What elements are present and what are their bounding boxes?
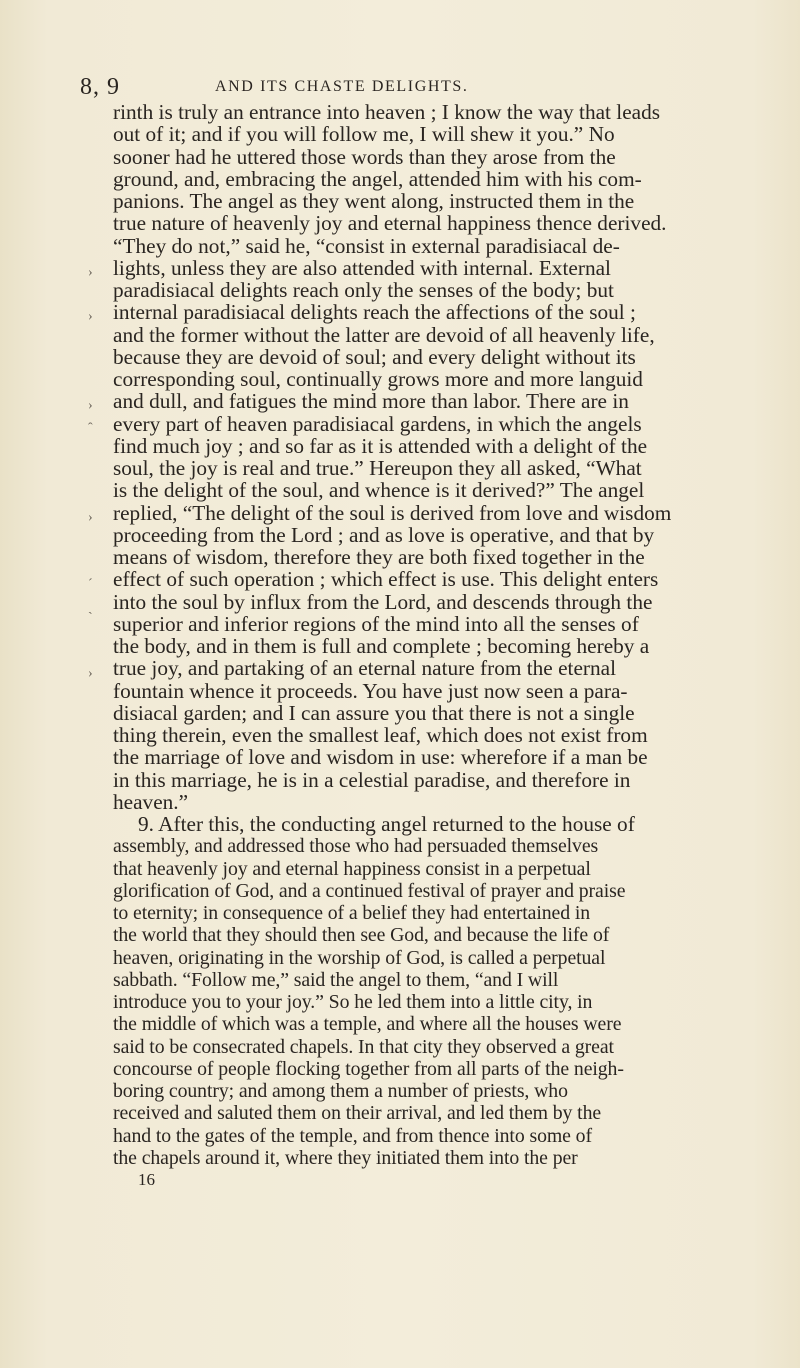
text-line: in this marriage, he is in a celestial paradise, and therefore in <box>113 767 631 792</box>
text-line: the world that they should then see God, and because the life of <box>113 924 610 947</box>
text-line: true nature of heavenly joy and eternal happiness thence derived. <box>113 211 667 236</box>
text-line: introduce you to your joy.” So he led them into a little city, in <box>113 991 593 1013</box>
text-line: that heavenly joy and eternal happiness consist in a perpetual <box>113 857 591 880</box>
margin-mark: › <box>88 265 93 280</box>
text-line: hand to the gates of the temple, and from thence into some of <box>113 1124 592 1147</box>
margin-mark: › <box>88 309 93 324</box>
text-line: soul, the joy is real and true.” Hereupon they all asked, “What <box>113 456 642 480</box>
text-line: said to be consecrated chapels. In that city they observed a great <box>113 1035 614 1058</box>
text-line: the chapels around it, where they initiated them into the per <box>113 1146 578 1169</box>
text-line: rinth is truly an entrance into heaven ; I know the way that leads <box>113 100 661 124</box>
text-line: internal paradisiacal delights reach the affections of the soul ; <box>113 300 636 325</box>
margin-mark: › <box>88 666 93 681</box>
text-line: “They do not,” said he, “consist in external paradisiacal de- <box>113 233 620 258</box>
text-line: glorification of God, and a continued festival of prayer and praise <box>113 879 626 902</box>
margin-mark: › <box>88 398 93 413</box>
margin-mark: › <box>88 510 93 525</box>
text-line: received and saluted them on their arrival, and led them by the <box>113 1102 602 1125</box>
text-line: panions. The angel as they went along, instructed them in the <box>113 189 635 213</box>
text-line: means of wisdom, therefore they are both fixed together in the <box>113 545 645 569</box>
running-head: AND ITS CHASTE DELIGHTS. <box>215 78 469 95</box>
text-line: corresponding soul, continually grows more and more languid <box>113 367 643 391</box>
text-line: and dull, and fatigues the mind more than labor. There are in <box>113 389 629 414</box>
text-line: heaven.” <box>113 789 189 814</box>
body-text <box>113 101 783 1191</box>
text-line: find much joy ; and so far as it is attended with a delight of the <box>113 433 648 458</box>
text-line: concourse of people flocking together from all parts of the neigh- <box>113 1057 624 1080</box>
text-line: disiacal garden; and I can assure you that there is not a single <box>113 700 635 725</box>
text-line: paradisiacal delights reach only the senses of the body; but <box>113 278 614 302</box>
text-line: out of it; and if you will follow me, I will shew it you.” No <box>113 122 615 147</box>
margin-mark: ˎ <box>88 600 93 615</box>
text-line: true joy, and partaking of an eternal nature from the eternal <box>113 656 617 681</box>
text-line: to eternity; in consequence of a belief they had entertained in <box>113 902 591 924</box>
paragraph-start-line: 9. After this, the conducting angel returned to the house of <box>138 812 635 836</box>
margin-mark: ˆ <box>88 421 93 436</box>
text-line: because they are devoid of soul; and every delight without its <box>113 344 636 369</box>
text-line: sooner had he uttered those words than they arose from the <box>113 144 616 169</box>
text-line: is the delight of the soul, and whence is it derived?” The angel <box>113 478 645 503</box>
text-line: superior and inferior regions of the mind into all the senses of <box>113 611 639 636</box>
text-line: the middle of which was a temple, and where all the houses were <box>113 1013 622 1036</box>
text-line: replied, “The delight of the soul is derived from love and wisdom <box>113 500 672 525</box>
text-line: and the former without the latter are devoid of all heavenly life, <box>113 322 655 347</box>
text-line: every part of heaven paradisiacal gardens, in which the angels <box>113 411 642 436</box>
text-line: the body, and in them is full and complete ; becoming hereby a <box>113 634 650 658</box>
text-line: into the soul by influx from the Lord, and descends through the <box>113 589 653 614</box>
signature-mark: 16 <box>138 1170 155 1189</box>
text-line: ground, and, embracing the angel, attended him with his com- <box>113 166 642 191</box>
text-line: thing therein, even the smallest leaf, which does not exist from <box>113 723 648 747</box>
text-line: assembly, and addressed those who had persuaded themselves <box>113 835 599 858</box>
text-line: proceeding from the Lord ; and as love is operative, and that by <box>113 522 655 547</box>
folio-number: 8, 9 <box>80 74 120 100</box>
margin-mark: ˊ <box>88 577 93 592</box>
text-line: the marriage of love and wisdom in use: wherefore if a man be <box>113 745 648 770</box>
text-line: effect of such operation ; which effect is use. This delight enters <box>113 567 659 592</box>
text-line: lights, unless they are also attended with internal. External <box>113 255 611 280</box>
text-line: heaven, originating in the worship of God, is called a perpetual <box>113 946 606 969</box>
text-line: sabbath. “Follow me,” said the angel to them, “and I will <box>113 968 559 991</box>
text-line: boring country; and among them a number of priests, who <box>113 1080 568 1102</box>
text-line: fountain whence it proceeds. You have just now seen a para- <box>113 678 628 703</box>
